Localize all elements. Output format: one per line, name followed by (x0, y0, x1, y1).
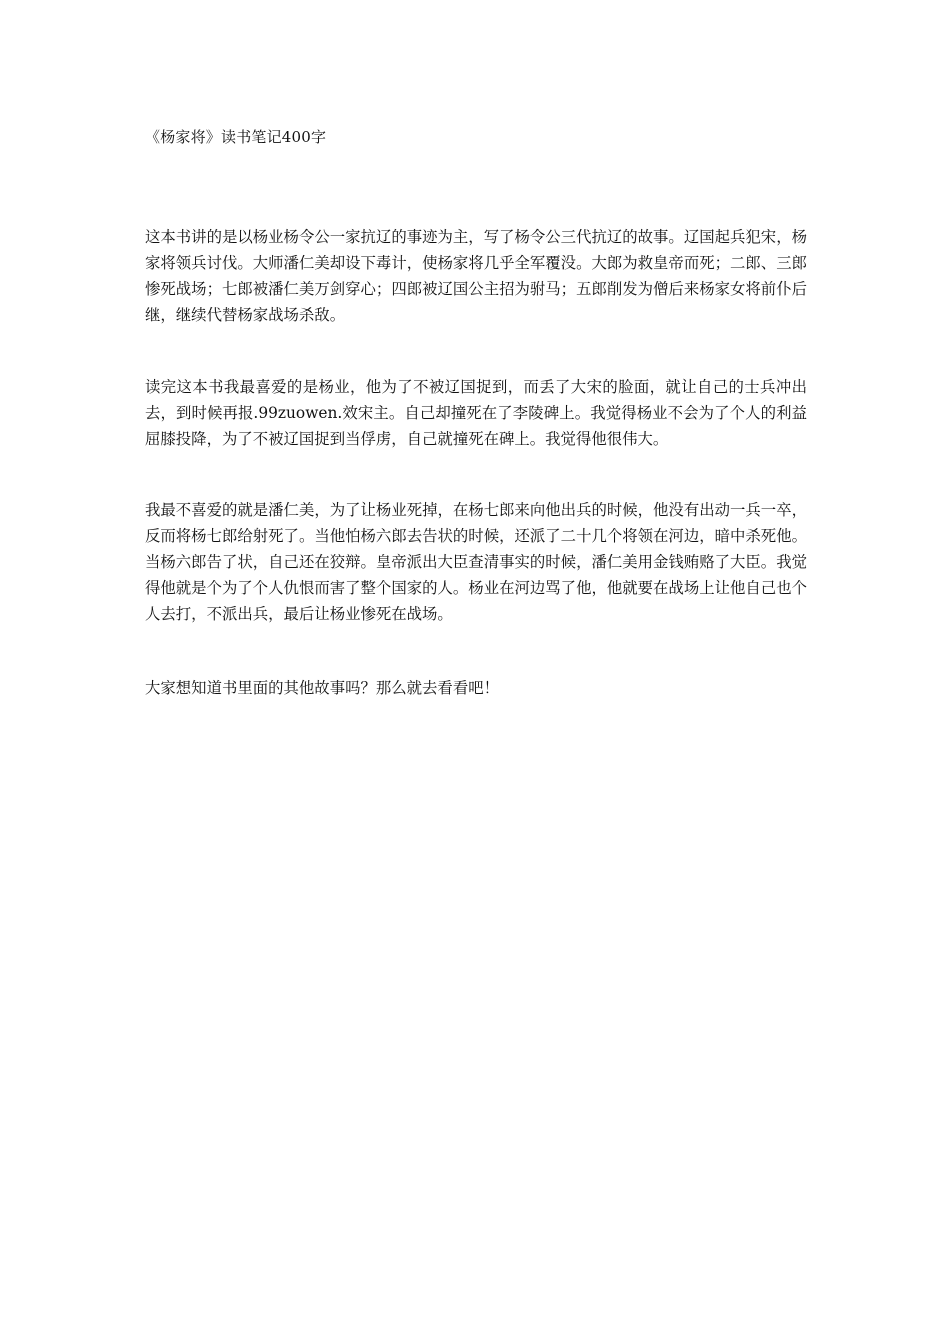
paragraph-conclusion: 大家想知道书里面的其他故事吗？那么就去看看吧！ (145, 679, 499, 697)
document-title: 《杨家将》读书笔记400字 (145, 128, 327, 146)
paragraph-favorite-character: 读完这本书我最喜爱的是杨业，他为了不被辽国捉到，而丢了大宋的脸面，就让自己的士兵冲出去，到时候再报.99zuowen.效宋主。自己却撞死在了李陵碑上。我觉得杨业不会为了个人的利益屈膝投降，为了不被辽国捉到当俘虏，自己就撞死在碑上。我觉得他很伟大。 (145, 378, 807, 448)
paragraph-least-favorite-character: 我最不喜爱的就是潘仁美，为了让杨业死掉，在杨七郎来向他出兵的时候，他没有出动一兵一卒，反而将杨七郎给射死了。当他怕杨六郎去告状的时候，还派了二十几个将领在河边，暗中杀死他。当杨六郎告了状，自己还在狡辩。皇帝派出大臣查清事实的时候，潘仁美用金钱贿赂了大臣。我觉得他就是个为了个人仇恨而害了整个国家的人。杨业在河边骂了他，他就要在战场上让他自己也个人去打，不派出兵，最后让杨业惨死在战场。 (145, 501, 807, 623)
paragraph-summary: 这本书讲的是以杨业杨令公一家抗辽的事迹为主，写了杨令公三代抗辽的故事。辽国起兵犯宋，杨家将领兵讨伐。大师潘仁美却设下毒计，使杨家将几乎全军覆没。大郎为救皇帝而死；二郎、三郎惨死战场；七郎被潘仁美万剑穿心；四郎被辽国公主招为驸马；五郎削发为僧后来杨家女将前仆后继，继续代替杨家战场杀敌。 (145, 228, 807, 324)
